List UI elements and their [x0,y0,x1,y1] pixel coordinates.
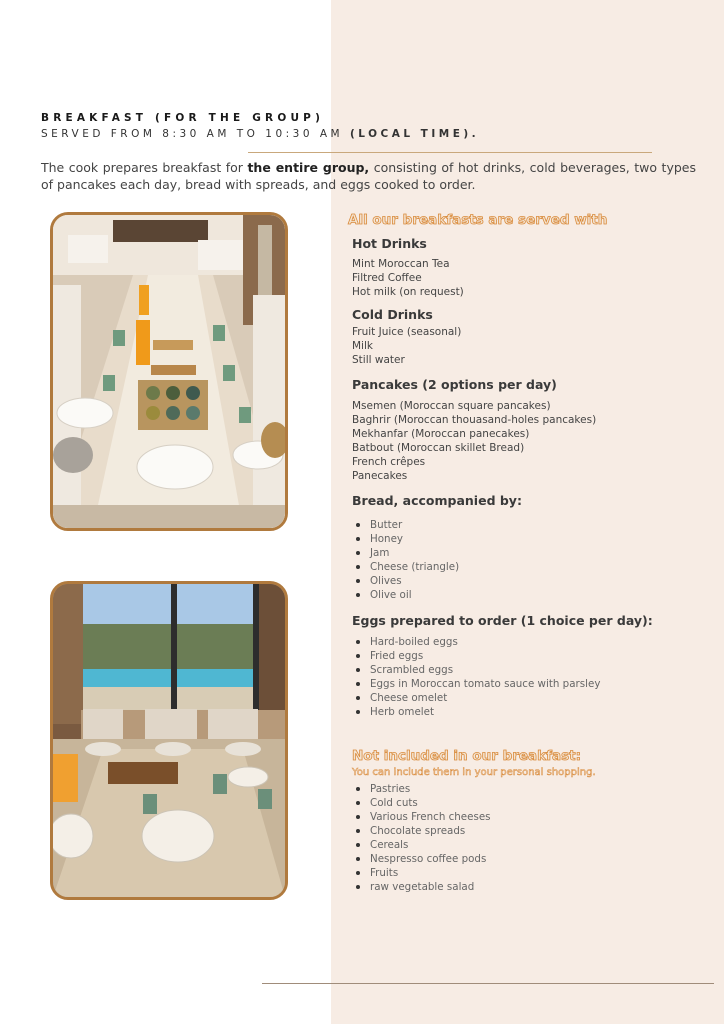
list-item: Mekhanfar (Moroccan panecakes) [352,428,530,440]
list-item: Nespresso coffee pods [352,852,491,866]
list-item: Eggs in Moroccan tomato sauce with parsley [352,677,600,691]
list-item: Olives [352,574,459,588]
page-title: BREAKFAST (FOR THE GROUP) [41,112,325,124]
list-item: Cheese (triangle) [352,560,459,574]
list-item: Herb omelet [352,705,600,719]
bottom-divider [262,983,714,984]
list-item: Filtred Coffee [352,272,422,284]
list-item: Olive oil [352,588,459,602]
list-item: Baghrir (Moroccan thouasand-holes pancakes) [352,414,597,426]
top-divider [248,152,652,153]
served-with-heading: All our breakfasts are served with [348,212,608,228]
list-item: Milk [352,340,373,352]
not-included-heading: Not included in our breakfast: [352,748,582,764]
table-pool-view-image [53,584,285,897]
intro-text-start: The cook prepares breakfast for [41,160,248,175]
breakfast-table-image [53,215,285,528]
not-included-list [352,782,491,894]
pancakes-list [352,399,596,483]
list-item: Various French cheeses [352,810,491,824]
not-included-note: You can include them in your personal shopping. [352,767,596,778]
hot-drinks-title: Hot Drinks [352,236,427,251]
intro-text-end: consisting of hot drinks, cold beverages, two types of pancakes each day, bread with spreads, and eggs cooked to order. [41,160,696,192]
pancakes-title: Pancakes (2 options per day) [352,377,557,392]
served-hours-prefix: SERVED FROM 8:30 AM TO 10:30 AM [41,128,350,140]
hot-drinks-list [352,257,464,299]
intro-paragraph [41,159,696,193]
list-item: Msemen (Moroccan square pancakes) [352,400,551,412]
list-item: Mint Moroccan Tea [352,258,450,270]
breakfast-table-photo [50,212,288,531]
list-item: French crêpes [352,456,426,468]
eggs-title: Eggs prepared to order (1 choice per day): [352,613,653,628]
cold-drinks-title: Cold Drinks [352,307,433,322]
served-hours-suffix: (LOCAL TIME). [349,128,480,140]
list-item: Scrambled eggs [352,663,600,677]
eggs-list [352,635,600,719]
list-item: Batbout (Moroccan skillet Bread) [352,442,525,454]
list-item: Cold cuts [352,796,491,810]
list-item: Pastries [352,782,491,796]
list-item: Cheese omelet [352,691,600,705]
list-item: raw vegetable salad [352,880,491,894]
list-item: Butter [352,518,459,532]
list-item: Fried eggs [352,649,600,663]
bread-title: Bread, accompanied by: [352,493,522,508]
list-item: Jam [352,546,459,560]
list-item: Still water [352,354,405,366]
list-item: Panecakes [352,470,408,482]
cold-drinks-list [352,325,461,367]
served-hours [41,128,479,140]
table-pool-view-photo [50,581,288,900]
list-item: Hot milk (on request) [352,286,464,298]
list-item: Fruit Juice (seasonal) [352,326,462,338]
list-item: Fruits [352,866,491,880]
list-item: Cereals [352,838,491,852]
list-item: Hard-boiled eggs [352,635,600,649]
intro-text-bold: the entire group, [247,160,370,175]
list-item: Honey [352,532,459,546]
bread-list [352,518,459,602]
list-item: Chocolate spreads [352,824,491,838]
